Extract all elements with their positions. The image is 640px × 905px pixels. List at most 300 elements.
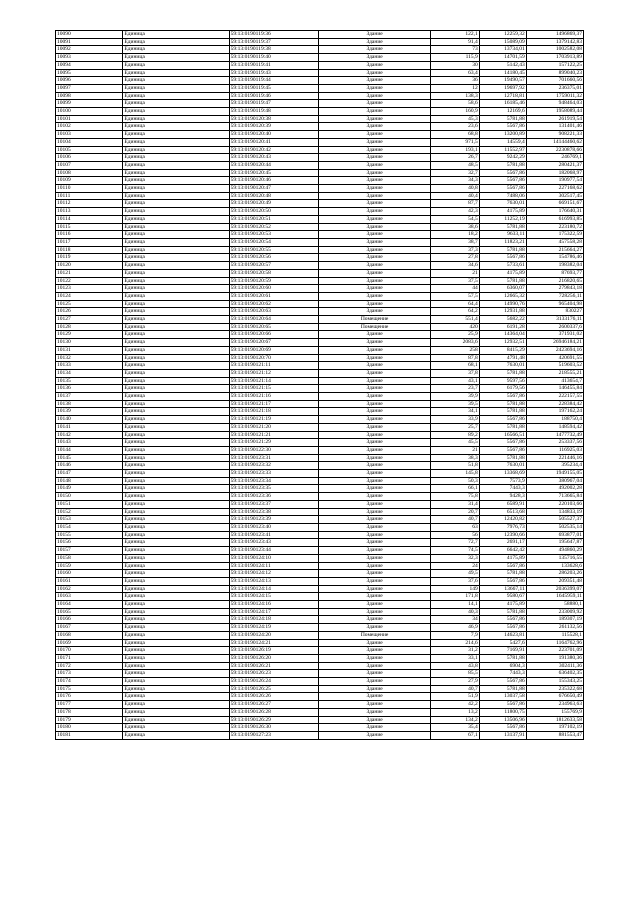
area-cell: 171,8 bbox=[430, 593, 479, 601]
rate-cell: 5567,86 bbox=[479, 446, 526, 454]
rate-cell: 12390,66 bbox=[479, 531, 526, 539]
table-row bbox=[56, 285, 584, 293]
cost-cell: 253337,56 bbox=[526, 439, 583, 447]
area-cell: 145,8 bbox=[430, 470, 479, 478]
rate-cell: 9428,3 bbox=[479, 493, 526, 501]
rate-cell: 14364,04 bbox=[479, 331, 526, 339]
row-number-cell: 10153 bbox=[56, 516, 123, 524]
object-kind-cell: Здание bbox=[319, 616, 430, 624]
table-row bbox=[56, 308, 584, 316]
cost-cell: 135716,55 bbox=[526, 554, 583, 562]
cost-cell: 1958089,44 bbox=[526, 108, 583, 116]
cadastral-number-cell: 59:13:0190123:40 bbox=[229, 524, 319, 532]
object-kind-cell: Здание bbox=[319, 585, 430, 593]
rate-cell: 14701,59 bbox=[479, 54, 526, 62]
row-number-cell: 10160 bbox=[56, 570, 123, 578]
row-number-cell: 10132 bbox=[56, 354, 123, 362]
row-number-cell: 10135 bbox=[56, 377, 123, 385]
area-cell: 46,9 bbox=[430, 624, 479, 632]
object-kind-cell: Здание bbox=[319, 362, 430, 370]
table-row bbox=[56, 678, 584, 686]
cadastral-number-cell: 59:13:0190126:27 bbox=[229, 701, 319, 709]
cadastral-number-cell: 59:13:0190120:51 bbox=[229, 215, 319, 223]
table-row bbox=[56, 185, 584, 193]
cadastral-number-cell: 59:13:0190126:23 bbox=[229, 670, 319, 678]
cost-cell: 197162,24 bbox=[526, 408, 583, 416]
unit-type-cell: Единица bbox=[123, 585, 229, 593]
rate-cell: 7573,9 bbox=[479, 477, 526, 485]
cost-cell: 519603,52 bbox=[526, 362, 583, 370]
area-cell: 32,7 bbox=[430, 169, 479, 177]
row-number-cell: 10138 bbox=[56, 400, 123, 408]
cost-cell: 1759011,32 bbox=[526, 92, 583, 100]
table-row bbox=[56, 254, 584, 262]
row-number-cell: 10169 bbox=[56, 639, 123, 647]
row-number-cell: 10129 bbox=[56, 331, 123, 339]
row-number-cell: 10156 bbox=[56, 539, 123, 547]
table-row bbox=[56, 470, 584, 478]
cadastral-number-cell: 59:13:0190120:41 bbox=[229, 138, 319, 146]
area-cell: 63,4 bbox=[430, 69, 479, 77]
row-number-cell: 10176 bbox=[56, 693, 123, 701]
row-number-cell: 10155 bbox=[56, 531, 123, 539]
cadastral-number-cell: 59:13:0190120:67 bbox=[229, 339, 319, 347]
rate-cell: 11252,19 bbox=[479, 215, 526, 223]
area-cell: 25,9 bbox=[430, 331, 479, 339]
row-number-cell: 10145 bbox=[56, 454, 123, 462]
row-number-cell: 10172 bbox=[56, 662, 123, 670]
cost-cell: 899040,23 bbox=[526, 69, 583, 77]
unit-type-cell: Единица bbox=[123, 570, 229, 578]
table-row bbox=[56, 138, 584, 146]
object-kind-cell: Здание bbox=[319, 231, 430, 239]
object-kind-cell: Здание bbox=[319, 308, 430, 316]
object-kind-cell: Помещение bbox=[319, 323, 430, 331]
cadastral-number-cell: 59:13:0190126:28 bbox=[229, 708, 319, 716]
unit-type-cell: Единица bbox=[123, 400, 229, 408]
object-kind-cell: Здание bbox=[319, 577, 430, 585]
cadastral-number-cell: 59:13:0190119:45 bbox=[229, 84, 319, 92]
table-row bbox=[56, 215, 584, 223]
object-kind-cell: Здание bbox=[319, 369, 430, 377]
rate-cell: 5781,88 bbox=[479, 570, 526, 578]
rate-cell: 7630,01 bbox=[479, 462, 526, 470]
object-kind-cell: Здание bbox=[319, 493, 430, 501]
area-cell: 7,9 bbox=[430, 631, 479, 639]
cost-cell: 280421,37 bbox=[526, 161, 583, 169]
rate-cell: 5567,86 bbox=[479, 616, 526, 624]
table-row bbox=[56, 262, 584, 270]
table-row bbox=[56, 31, 584, 39]
area-cell: 68,8 bbox=[430, 131, 479, 139]
row-number-cell: 10166 bbox=[56, 616, 123, 624]
cost-cell: 1812633,58 bbox=[526, 716, 583, 724]
cost-cell: 1002582,08 bbox=[526, 46, 583, 54]
unit-type-cell: Единица bbox=[123, 369, 229, 377]
object-kind-cell: Здание bbox=[319, 223, 430, 231]
object-kind-cell: Здание bbox=[319, 154, 430, 162]
table-row bbox=[56, 400, 584, 408]
rate-cell: 5781,88 bbox=[479, 454, 526, 462]
unit-type-cell: Единица bbox=[123, 477, 229, 485]
cadastral-number-cell: 59:13:0190120:54 bbox=[229, 238, 319, 246]
cadastral-number-cell: 59:13:0190120:38 bbox=[229, 115, 319, 123]
area-cell: 85,5 bbox=[430, 670, 479, 678]
cost-cell: 261132,56 bbox=[526, 624, 583, 632]
cost-cell: 155769,9 bbox=[526, 708, 583, 716]
unit-type-cell: Единица bbox=[123, 192, 229, 200]
row-number-cell: 10147 bbox=[56, 470, 123, 478]
rate-cell: 13734,01 bbox=[479, 46, 526, 54]
object-kind-cell: Здание bbox=[319, 685, 430, 693]
cadastral-number-cell: 59:13:0190119:36 bbox=[229, 31, 319, 39]
row-number-cell: 10123 bbox=[56, 285, 123, 293]
cost-cell: 116925,03 bbox=[526, 446, 583, 454]
object-kind-cell: Здание bbox=[319, 131, 430, 139]
cadastral-number-cell: 59:13:0190119:44 bbox=[229, 77, 319, 85]
cadastral-number-cell: 59:13:0190126:21 bbox=[229, 662, 319, 670]
cadastral-number-cell: 59:13:0190124:15 bbox=[229, 593, 319, 601]
unit-type-cell: Единица bbox=[123, 46, 229, 54]
rate-cell: 6191,28 bbox=[479, 323, 526, 331]
table-row bbox=[56, 292, 584, 300]
cadastral-number-cell: 59:13:0190121:12 bbox=[229, 369, 319, 377]
area-cell: 42,2 bbox=[430, 701, 479, 709]
table-row bbox=[56, 624, 584, 632]
table-row bbox=[56, 246, 584, 254]
unit-type-cell: Единица bbox=[123, 516, 229, 524]
row-number-cell: 10171 bbox=[56, 654, 123, 662]
registry-table bbox=[55, 30, 584, 740]
cost-cell: 131401,46 bbox=[526, 123, 583, 131]
row-number-cell: 10091 bbox=[56, 38, 123, 46]
object-kind-cell: Здание bbox=[319, 516, 430, 524]
object-kind-cell: Здание bbox=[319, 423, 430, 431]
cadastral-number-cell: 59:13:0190121:14 bbox=[229, 377, 319, 385]
object-kind-cell: Здание bbox=[319, 431, 430, 439]
area-cell: 74,5 bbox=[430, 547, 479, 555]
cadastral-number-cell: 59:13:0190120:52 bbox=[229, 223, 319, 231]
table-row bbox=[56, 516, 584, 524]
area-cell: 40,3 bbox=[430, 608, 479, 616]
row-number-cell: 10128 bbox=[56, 323, 123, 331]
object-kind-cell: Здание bbox=[319, 161, 430, 169]
cadastral-number-cell: 59:13:0190123:35 bbox=[229, 485, 319, 493]
unit-type-cell: Единица bbox=[123, 292, 229, 300]
unit-type-cell: Единица bbox=[123, 616, 229, 624]
cost-cell: 302411,36 bbox=[526, 662, 583, 670]
cadastral-number-cell: 59:13:0190124:20 bbox=[229, 631, 319, 639]
unit-type-cell: Единица bbox=[123, 431, 229, 439]
cadastral-number-cell: 59:13:0190119:43 bbox=[229, 69, 319, 77]
unit-type-cell: Единица bbox=[123, 215, 229, 223]
area-cell: 34,1 bbox=[430, 408, 479, 416]
row-number-cell: 10103 bbox=[56, 131, 123, 139]
unit-type-cell: Единица bbox=[123, 31, 229, 39]
row-number-cell: 10164 bbox=[56, 601, 123, 609]
cadastral-number-cell: 59:13:0190119:37 bbox=[229, 38, 319, 46]
rate-cell: 5781,88 bbox=[479, 115, 526, 123]
cadastral-number-cell: 59:13:0190120:58 bbox=[229, 269, 319, 277]
row-number-cell: 10180 bbox=[56, 724, 123, 732]
object-kind-cell: Здание bbox=[319, 524, 430, 532]
row-number-cell: 10125 bbox=[56, 300, 123, 308]
cadastral-number-cell: 59:13:0190120:39 bbox=[229, 123, 319, 131]
table-row bbox=[56, 554, 584, 562]
table-row bbox=[56, 454, 584, 462]
table-row bbox=[56, 277, 584, 285]
area-cell: 64,4 bbox=[430, 300, 479, 308]
row-number-cell: 10167 bbox=[56, 624, 123, 632]
cost-cell: 908221,33 bbox=[526, 131, 583, 139]
rate-cell: 4175,89 bbox=[479, 601, 526, 609]
cost-cell: 197102,19 bbox=[526, 724, 583, 732]
area-cell: 38,7 bbox=[430, 238, 479, 246]
row-number-cell: 10136 bbox=[56, 385, 123, 393]
unit-type-cell: Единица bbox=[123, 169, 229, 177]
table-row bbox=[56, 208, 584, 216]
table-row bbox=[56, 300, 584, 308]
row-number-cell: 10140 bbox=[56, 416, 123, 424]
table-row bbox=[56, 154, 584, 162]
unit-type-cell: Единица bbox=[123, 624, 229, 632]
area-cell: 30 bbox=[430, 61, 479, 69]
table-row bbox=[56, 354, 584, 362]
row-number-cell: 10116 bbox=[56, 231, 123, 239]
unit-type-cell: Единица bbox=[123, 316, 229, 324]
object-kind-cell: Здание bbox=[319, 215, 430, 223]
cost-cell: 492002,28 bbox=[526, 485, 583, 493]
table-row bbox=[56, 500, 584, 508]
unit-type-cell: Единица bbox=[123, 678, 229, 686]
cost-cell: 157122,25 bbox=[526, 61, 583, 69]
rate-cell: 7976,73 bbox=[479, 524, 526, 532]
row-number-cell: 10157 bbox=[56, 547, 123, 555]
rate-cell: 5567,86 bbox=[479, 169, 526, 177]
cost-cell: 246769,1 bbox=[526, 154, 583, 162]
cadastral-number-cell: 59:13:0190120:43 bbox=[229, 154, 319, 162]
object-kind-cell: Здание bbox=[319, 639, 430, 647]
object-kind-cell: Здание bbox=[319, 662, 430, 670]
object-kind-cell: Здание bbox=[319, 731, 430, 739]
unit-type-cell: Единица bbox=[123, 577, 229, 585]
row-number-cell: 10096 bbox=[56, 77, 123, 85]
row-number-cell: 10092 bbox=[56, 46, 123, 54]
unit-type-cell: Единица bbox=[123, 331, 229, 339]
row-number-cell: 10158 bbox=[56, 554, 123, 562]
table-row bbox=[56, 38, 584, 46]
area-cell: 551,4 bbox=[430, 316, 479, 324]
unit-type-cell: Единица bbox=[123, 308, 229, 316]
object-kind-cell: Здание bbox=[319, 339, 430, 347]
area-cell: 49,5 bbox=[430, 570, 479, 578]
object-kind-cell: Здание bbox=[319, 254, 430, 262]
cadastral-number-cell: 59:13:0190123:44 bbox=[229, 547, 319, 555]
row-number-cell: 10093 bbox=[56, 54, 123, 62]
row-number-cell: 10117 bbox=[56, 238, 123, 246]
table-row bbox=[56, 192, 584, 200]
unit-type-cell: Единица bbox=[123, 377, 229, 385]
rate-cell: 9633,11 bbox=[479, 231, 526, 239]
object-kind-cell: Здание bbox=[319, 238, 430, 246]
registry-table-body bbox=[56, 31, 584, 740]
area-cell: 51,8 bbox=[430, 462, 479, 470]
rate-cell: 14559,4 bbox=[479, 138, 526, 146]
cadastral-number-cell: 59:13:0190126:30 bbox=[229, 724, 319, 732]
rate-cell: 7443,3 bbox=[479, 670, 526, 678]
object-kind-cell: Здание bbox=[319, 462, 430, 470]
row-number-cell: 10127 bbox=[56, 316, 123, 324]
cost-cell: 457558,28 bbox=[526, 238, 583, 246]
row-number-cell: 10168 bbox=[56, 631, 123, 639]
area-cell: 67,1 bbox=[430, 731, 479, 739]
table-row bbox=[56, 131, 584, 139]
rate-cell: 5781,88 bbox=[479, 369, 526, 377]
cost-cell: 236375,01 bbox=[526, 84, 583, 92]
object-kind-cell: Здание bbox=[319, 454, 430, 462]
rate-cell: 5781,88 bbox=[479, 408, 526, 416]
cadastral-number-cell: 59:13:0190124:19 bbox=[229, 624, 319, 632]
cost-cell: 413654,7 bbox=[526, 377, 583, 385]
cadastral-number-cell: 59:13:0190121:29 bbox=[229, 439, 319, 447]
rate-cell: 11800,75 bbox=[479, 708, 526, 716]
table-row bbox=[56, 385, 584, 393]
object-kind-cell: Здание bbox=[319, 100, 430, 108]
area-cell: 18,2 bbox=[430, 231, 479, 239]
area-cell: 27,9 bbox=[430, 678, 479, 686]
area-cell: 63 bbox=[430, 524, 479, 532]
unit-type-cell: Единица bbox=[123, 262, 229, 270]
cost-cell: 1379142,83 bbox=[526, 38, 583, 46]
area-cell: 45,5 bbox=[430, 439, 479, 447]
cadastral-number-cell: 59:13:0190119:41 bbox=[229, 61, 319, 69]
object-kind-cell: Здание bbox=[319, 485, 430, 493]
rate-cell: 12259,32 bbox=[479, 31, 526, 39]
table-row bbox=[56, 439, 584, 447]
unit-type-cell: Единица bbox=[123, 531, 229, 539]
rate-cell: 13506,96 bbox=[479, 716, 526, 724]
object-kind-cell: Здание bbox=[319, 416, 430, 424]
table-row bbox=[56, 69, 584, 77]
unit-type-cell: Единица bbox=[123, 608, 229, 616]
cadastral-number-cell: 59:13:0190121:18 bbox=[229, 408, 319, 416]
rate-cell: 13667,11 bbox=[479, 585, 526, 593]
cadastral-number-cell: 59:13:0190126:26 bbox=[229, 693, 319, 701]
cost-cell: 371931,02 bbox=[526, 331, 583, 339]
table-row bbox=[56, 408, 584, 416]
unit-type-cell: Единица bbox=[123, 84, 229, 92]
cost-cell: 228384,42 bbox=[526, 400, 583, 408]
unit-type-cell: Единица bbox=[123, 554, 229, 562]
unit-type-cell: Единица bbox=[123, 470, 229, 478]
cadastral-number-cell: 59:13:0190121:15 bbox=[229, 385, 319, 393]
object-kind-cell: Здание bbox=[319, 38, 430, 46]
object-kind-cell: Здание bbox=[319, 138, 430, 146]
cost-cell: 728256,11 bbox=[526, 292, 583, 300]
cost-cell: 148594,42 bbox=[526, 423, 583, 431]
table-row bbox=[56, 108, 584, 116]
area-cell: 13,2 bbox=[430, 708, 479, 716]
row-number-cell: 10113 bbox=[56, 208, 123, 216]
cadastral-number-cell: 59:13:0190123:32 bbox=[229, 462, 319, 470]
rate-cell: 7630,01 bbox=[479, 200, 526, 208]
table-row bbox=[56, 46, 584, 54]
rate-cell: 6179,56 bbox=[479, 385, 526, 393]
area-cell: 34,6 bbox=[430, 262, 479, 270]
area-cell: 39,5 bbox=[430, 400, 479, 408]
cadastral-number-cell: 59:13:0190120:42 bbox=[229, 146, 319, 154]
row-number-cell: 10141 bbox=[56, 423, 123, 431]
unit-type-cell: Единица bbox=[123, 639, 229, 647]
object-kind-cell: Здание bbox=[319, 716, 430, 724]
unit-type-cell: Единица bbox=[123, 300, 229, 308]
unit-type-cell: Единица bbox=[123, 185, 229, 193]
cost-cell: 218555,21 bbox=[526, 369, 583, 377]
table-row bbox=[56, 84, 584, 92]
cost-cell: 505527,37 bbox=[526, 516, 583, 524]
row-number-cell: 10161 bbox=[56, 577, 123, 585]
row-number-cell: 10118 bbox=[56, 246, 123, 254]
table-row bbox=[56, 639, 584, 647]
cost-cell: 176640,31 bbox=[526, 208, 583, 216]
rate-cell: 5567,86 bbox=[479, 724, 526, 732]
table-row bbox=[56, 393, 584, 401]
unit-type-cell: Единица bbox=[123, 701, 229, 709]
cadastral-number-cell: 59:13:0190126:20 bbox=[229, 654, 319, 662]
cadastral-number-cell: 59:13:0190119:47 bbox=[229, 100, 319, 108]
cadastral-number-cell: 59:13:0190120:49 bbox=[229, 200, 319, 208]
row-number-cell: 10114 bbox=[56, 215, 123, 223]
cadastral-number-cell: 59:13:0190126:25 bbox=[229, 685, 319, 693]
area-cell: 115,9 bbox=[430, 54, 479, 62]
rate-cell: 9597,56 bbox=[479, 377, 526, 385]
cost-cell: 395234,4 bbox=[526, 462, 583, 470]
rate-cell: 13200,89 bbox=[479, 131, 526, 139]
cost-cell: 2230878,66 bbox=[526, 146, 583, 154]
cadastral-number-cell: 59:13:0190120:40 bbox=[229, 131, 319, 139]
row-number-cell: 10090 bbox=[56, 31, 123, 39]
object-kind-cell: Здание bbox=[319, 477, 430, 485]
area-cell: 43,1 bbox=[430, 377, 479, 385]
area-cell: 21 bbox=[430, 446, 479, 454]
rate-cell: 9242,29 bbox=[479, 154, 526, 162]
rate-cell: 4175,89 bbox=[479, 554, 526, 562]
object-kind-cell: Здание bbox=[319, 593, 430, 601]
unit-type-cell: Единица bbox=[123, 500, 229, 508]
table-row bbox=[56, 616, 584, 624]
object-kind-cell: Здание bbox=[319, 470, 430, 478]
area-cell: 40,7 bbox=[430, 685, 479, 693]
area-cell: 54,5 bbox=[430, 215, 479, 223]
area-cell: 39,9 bbox=[430, 393, 479, 401]
table-row bbox=[56, 462, 584, 470]
cadastral-number-cell: 59:13:0190123:41 bbox=[229, 531, 319, 539]
object-kind-cell: Здание bbox=[319, 608, 430, 616]
table-row bbox=[56, 362, 584, 370]
unit-type-cell: Единица bbox=[123, 69, 229, 77]
cost-cell: 636402,35 bbox=[526, 670, 583, 678]
cost-cell: 234963,63 bbox=[526, 701, 583, 709]
row-number-cell: 10122 bbox=[56, 277, 123, 285]
object-kind-cell: Здание bbox=[319, 654, 430, 662]
cadastral-number-cell: 59:13:0190121:11 bbox=[229, 362, 319, 370]
unit-type-cell: Единица bbox=[123, 123, 229, 131]
table-row bbox=[56, 231, 584, 239]
area-cell: 91,4 bbox=[430, 38, 479, 46]
table-row bbox=[56, 416, 584, 424]
unit-type-cell: Единица bbox=[123, 508, 229, 516]
rate-cell: 5781,88 bbox=[479, 423, 526, 431]
